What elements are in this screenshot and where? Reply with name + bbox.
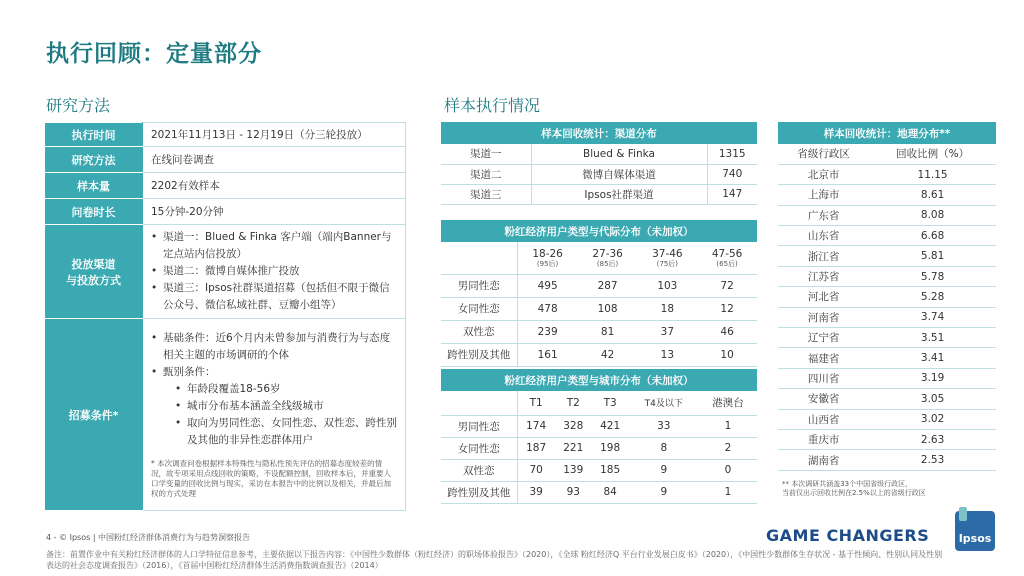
table-cell: 北京市 — [778, 164, 869, 184]
list-item: • 渠道一：Blued & Finka 客户端（端内Banner与定点站内信投放） — [151, 229, 397, 263]
table-cell: 双性恋 — [441, 320, 517, 343]
table-cell: 山西省 — [778, 409, 869, 429]
table-cell: 广东省 — [778, 205, 869, 225]
table-row — [441, 481, 757, 503]
table-cell: 328 — [555, 415, 592, 437]
table-cell: 740 — [707, 164, 757, 184]
channel-label: 投放渠道 与投放方式 — [45, 225, 143, 319]
list-item: • 基础条件：近6个月内未曾参加与消费行为与态度相关主题的市场调研的个体 — [151, 330, 397, 364]
table-cell: 跨性别及其他 — [441, 481, 517, 503]
table-cell: 81 — [578, 320, 638, 343]
table-cell: 108 — [578, 297, 638, 320]
age-range: 27-36 — [592, 247, 623, 260]
method-row-value: 在线问卷调查 — [143, 147, 406, 173]
table-row — [441, 297, 757, 320]
age-gen: (85后) — [596, 259, 619, 268]
page-footer: 4 - © Ipsos | 中国粉红经济群体消费行为与趋势洞察报告 — [46, 533, 251, 542]
table-cell: 微博自媒体渠道 — [531, 164, 707, 184]
city-table-title: 粉红经济用户类型与城市分布（未加权） — [441, 369, 757, 391]
geo-table-title: 样本回收统计：地理分布** — [778, 122, 996, 144]
table-row — [778, 164, 996, 184]
table-cell: 1315 — [707, 144, 757, 164]
recruit-row — [45, 319, 406, 511]
table-cell: 重庆市 — [778, 429, 869, 449]
table-cell: 男同性恋 — [441, 274, 517, 297]
geo-col-header: 回收比例（%） — [869, 144, 996, 164]
table-cell: 12 — [697, 297, 757, 320]
channel-row — [45, 225, 406, 319]
age-col-header — [517, 242, 578, 274]
list-subitem: • 年龄段覆盖18-56岁 — [151, 381, 397, 398]
table-cell: 6.68 — [869, 226, 996, 246]
table-cell: 辽宁省 — [778, 328, 869, 348]
table-cell: 93 — [555, 481, 592, 503]
table-cell: 239 — [517, 320, 578, 343]
table-cell: 33 — [629, 415, 699, 437]
table-row — [441, 343, 757, 366]
table-cell: 39 — [517, 481, 555, 503]
table-row — [778, 348, 996, 368]
table-cell: 495 — [517, 274, 578, 297]
city-col-header: 港澳台 — [699, 391, 757, 415]
table-cell — [441, 242, 517, 274]
table-cell: 福建省 — [778, 348, 869, 368]
table-cell: 139 — [555, 459, 592, 481]
table-header-row — [778, 144, 996, 164]
table-cell — [441, 391, 517, 415]
table-cell: 0 — [699, 459, 757, 481]
table-cell: 3.19 — [869, 368, 996, 388]
method-heading: 研究方法 — [46, 96, 111, 115]
table-cell: 185 — [592, 459, 629, 481]
recruit-label: 招募条件* — [45, 319, 143, 511]
table-row — [778, 450, 996, 470]
table-cell: 河北省 — [778, 287, 869, 307]
table-cell: 3.02 — [869, 409, 996, 429]
table-cell: 5.78 — [869, 266, 996, 286]
table-cell: 198 — [592, 437, 629, 459]
table-cell: 37 — [637, 320, 697, 343]
page-title: 执行回顾：定量部分 — [46, 41, 262, 67]
method-row-value: 2021年11月13日 - 12月19日（分三轮投放） — [143, 123, 406, 147]
age-gen: (75后) — [656, 259, 679, 268]
table-cell: 山东省 — [778, 226, 869, 246]
table-cell: 18 — [637, 297, 697, 320]
list-item: • 渠道二：微博自媒体推广投放 — [151, 263, 397, 280]
city-col-header: T2 — [555, 391, 592, 415]
table-cell: 3.41 — [869, 348, 996, 368]
recruit-list — [151, 330, 397, 449]
table-cell: 161 — [517, 343, 578, 366]
table-row — [441, 459, 757, 481]
channel-list — [151, 229, 397, 314]
method-row — [45, 199, 406, 225]
table-cell: Blued & Finka — [531, 144, 707, 164]
list-subitem: • 取向为男同性恋、女同性恋、双性恋、跨性别及其他的非异性恋群体用户 — [151, 415, 397, 449]
table-cell: 147 — [707, 184, 757, 204]
table-cell: 478 — [517, 297, 578, 320]
table-cell: 10 — [697, 343, 757, 366]
table-row — [778, 307, 996, 327]
table-cell: 8.08 — [869, 205, 996, 225]
geo-table — [778, 122, 996, 471]
table-cell: 男同性恋 — [441, 415, 517, 437]
city-col-header: T3 — [592, 391, 629, 415]
table-cell: 9 — [629, 459, 699, 481]
channel-table — [441, 122, 757, 205]
brand-slogan: GAME CHANGERS — [766, 526, 930, 545]
age-range: 47-56 — [711, 247, 743, 260]
sample-heading: 样本执行情况 — [444, 96, 541, 115]
table-row — [778, 205, 996, 225]
table-row — [441, 164, 757, 184]
table-cell: 双性恋 — [441, 459, 517, 481]
age-col-header — [578, 242, 638, 274]
list-item: • 甄别条件： — [151, 364, 397, 381]
page-note: 备注：前置作业中有关粉红经济群体的人口学特征信息参考，主要依据以下报告内容：《中国性少数群体（粉红经济）的职场体验报告》（2020），《全球 粉红经济Q 平台行业发展白皮书》（2020），《中国性少数群体生存状况 - 基于性倾向、性别认同及性别表达的社会态度调查报告》（2016），《首届中国粉红经济群体生活消费指数调查报告》（2014） — [46, 550, 943, 570]
method-table — [44, 122, 406, 511]
method-row-label: 研究方法 — [45, 147, 143, 173]
table-header-row — [441, 391, 757, 415]
table-cell: 渠道二 — [441, 164, 531, 184]
table-row — [441, 184, 757, 204]
table-cell: 四川省 — [778, 368, 869, 388]
table-cell: 上海市 — [778, 185, 869, 205]
table-cell: 72 — [697, 274, 757, 297]
table-row — [778, 246, 996, 266]
table-cell: 70 — [517, 459, 555, 481]
table-cell: 女同性恋 — [441, 437, 517, 459]
table-row — [778, 226, 996, 246]
city-table — [441, 369, 757, 504]
table-cell: 187 — [517, 437, 555, 459]
table-cell: 287 — [578, 274, 638, 297]
table-cell: 3.05 — [869, 389, 996, 409]
recruit-footnote: * 本次调查问卷根据样本特殊性与隐私性预先评估的招募态度较差的情况，故专项采用点线回收的策略，不设配额控制，回收样本后，并重要人口学变量的回收比例与现实，采访在本报告中的比例以及相关，并最后加权的方式处理 — [151, 459, 391, 498]
table-row — [441, 144, 757, 164]
city-col-header: T1 — [517, 391, 555, 415]
age-range: 18-26 — [532, 247, 563, 260]
city-col-header: T4及以下 — [629, 391, 699, 415]
table-cell: 5.81 — [869, 246, 996, 266]
table-cell: 5.28 — [869, 287, 996, 307]
age-col-header — [697, 242, 757, 274]
table-cell: Ipsos社群渠道 — [531, 184, 707, 204]
table-cell: 3.74 — [869, 307, 996, 327]
table-row — [778, 185, 996, 205]
age-gen: (65后) — [716, 259, 738, 268]
table-row — [441, 415, 757, 437]
table-cell: 1 — [699, 415, 757, 437]
table-cell: 跨性别及其他 — [441, 343, 517, 366]
table-cell: 女同性恋 — [441, 297, 517, 320]
table-cell: 103 — [637, 274, 697, 297]
table-cell: 浙江省 — [778, 246, 869, 266]
table-cell: 42 — [578, 343, 638, 366]
table-cell: 江苏省 — [778, 266, 869, 286]
recruit-value — [143, 319, 406, 511]
table-cell: 3.51 — [869, 328, 996, 348]
table-row — [441, 437, 757, 459]
channel-value — [143, 225, 406, 319]
age-col-header — [637, 242, 697, 274]
method-row — [45, 147, 406, 173]
method-row-value: 15分钟-20分钟 — [143, 199, 406, 225]
geo-note: ** 本次调研共涵盖33个中国省级行政区， 当前仅出示回收比例在2.5%以上的省级行政区 — [782, 480, 926, 497]
table-cell: 2.53 — [869, 450, 996, 470]
method-row — [45, 123, 406, 147]
table-row — [441, 320, 757, 343]
table-cell: 174 — [517, 415, 555, 437]
table-cell: 1 — [699, 481, 757, 503]
table-row — [778, 266, 996, 286]
method-row-label: 执行时间 — [45, 123, 143, 147]
table-cell: 湖南省 — [778, 450, 869, 470]
table-cell: 8 — [629, 437, 699, 459]
table-row — [778, 328, 996, 348]
table-cell: 2 — [699, 437, 757, 459]
geo-col-header: 省级行政区 — [778, 144, 869, 164]
table-cell: 8.61 — [869, 185, 996, 205]
table-row — [778, 287, 996, 307]
table-row — [778, 389, 996, 409]
list-item: • 渠道三：Ipsos社群渠道招募（包括但不限于微信公众号、微信私域社群、豆瓣小组等） — [151, 280, 397, 314]
age-gen: (95后) — [536, 259, 559, 268]
age-range: 37-46 — [652, 247, 683, 260]
table-cell: 11.15 — [869, 164, 996, 184]
table-cell: 84 — [592, 481, 629, 503]
table-cell: 渠道三 — [441, 184, 531, 204]
table-row — [778, 409, 996, 429]
table-cell: 46 — [697, 320, 757, 343]
ipsos-logo — [955, 511, 995, 551]
table-cell: 渠道一 — [441, 144, 531, 164]
table-header-row — [441, 242, 757, 274]
table-cell: 221 — [555, 437, 592, 459]
method-row — [45, 173, 406, 199]
table-row — [778, 429, 996, 449]
table-cell: 安徽省 — [778, 389, 869, 409]
table-cell: 421 — [592, 415, 629, 437]
table-row — [441, 274, 757, 297]
channel-table-title: 样本回收统计：渠道分布 — [441, 122, 757, 144]
logo-text: Ipsos — [958, 532, 992, 545]
method-row-label: 样本量 — [45, 173, 143, 199]
age-table — [441, 220, 757, 367]
table-cell: 9 — [629, 481, 699, 503]
age-table-title: 粉红经济用户类型与代际分布（未加权） — [441, 220, 757, 242]
method-row-label: 问卷时长 — [45, 199, 143, 225]
table-cell: 2.63 — [869, 429, 996, 449]
table-cell: 13 — [637, 343, 697, 366]
table-row — [778, 368, 996, 388]
method-row-value: 2202有效样本 — [143, 173, 406, 199]
table-cell: 河南省 — [778, 307, 869, 327]
list-subitem: • 城市分布基本涵盖全线级城市 — [151, 398, 397, 415]
